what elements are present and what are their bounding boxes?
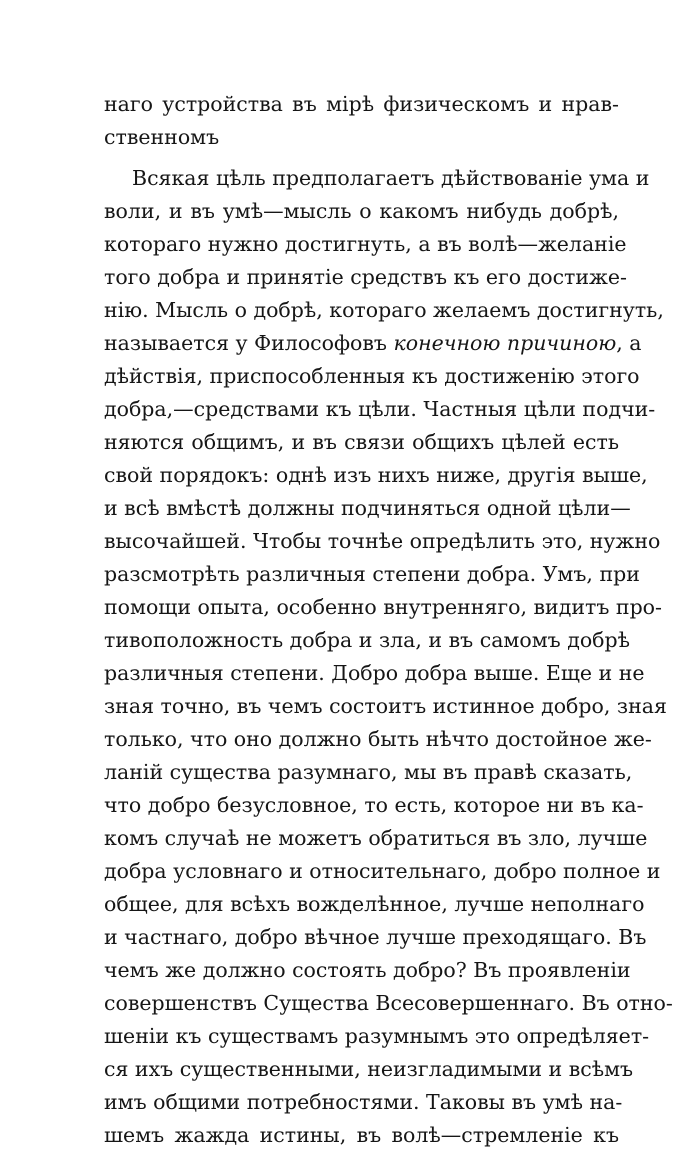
text-segment: , а bbox=[616, 331, 642, 355]
text-line: комъ случаѣ не можетъ обратиться въ зло, лучше bbox=[104, 826, 648, 850]
italic-term: конечною причиною bbox=[393, 331, 617, 355]
text-line: и частнаго, добро вѣчное лучше преходящаго. Въ bbox=[104, 925, 647, 949]
text-line: что добро безусловное, то есть, которое ни въ ка- bbox=[104, 793, 644, 817]
body-text bbox=[104, 88, 673, 1152]
text-line: ственномъ bbox=[104, 125, 220, 149]
text-line: того добра и принятіе средствъ къ его достиже- bbox=[104, 265, 627, 289]
text-line: нію. Мысль о добрѣ, котораго желаемъ достигнуть, bbox=[104, 298, 664, 322]
text-line: ся ихъ существенными, неизгладимыми и всѣмъ bbox=[104, 1057, 634, 1081]
text-line: дѣйствія, приспособленныя къ достиженію этого bbox=[104, 364, 640, 388]
text-line: тивоположность добра и зла, и въ самомъ добрѣ bbox=[104, 628, 630, 652]
text-line: добра,—средствами къ цѣли. Частныя цѣли подчи- bbox=[104, 397, 656, 421]
text-line: чемъ же должно состоять добро? Въ проявленіи bbox=[104, 958, 631, 982]
text-line-with-italic bbox=[104, 327, 642, 360]
text-line: совершенствъ Существа Всесовершеннаго. Въ отно- bbox=[104, 991, 673, 1015]
text-line: воли, и въ умѣ—мысль о какомъ нибудь добрѣ, bbox=[104, 199, 619, 223]
text-line: няются общимъ, и въ связи общихъ цѣлей есть bbox=[104, 430, 619, 454]
text-line: наго устройства въ мірѣ физическомъ и нрав- bbox=[104, 92, 619, 116]
text-line: котораго нужно достигнуть, а въ волѣ—желаніе bbox=[104, 232, 627, 256]
text-line: добра условнаго и относительнаго, добро полное и bbox=[104, 859, 661, 883]
text-line: имъ общими потребностями. Таковы въ умѣ на- bbox=[104, 1090, 623, 1114]
text-line: и всѣ вмѣстѣ должны подчиняться одной цѣли— bbox=[104, 496, 631, 520]
text-line: общее, для всѣхъ вожделѣнное, лучше неполнаго bbox=[104, 892, 645, 916]
text-line: свой порядокъ: однѣ изъ нихъ ниже, другія выше, bbox=[104, 463, 648, 487]
text-line: зная точно, въ чемъ состоитъ истинное добро, зная bbox=[104, 694, 667, 718]
text-segment: называется у Философовъ bbox=[104, 331, 387, 355]
text-line: различныя степени. Добро добра выше. Еще и не bbox=[104, 661, 645, 685]
text-line: ланій существа разумнаго, мы въ правѣ сказать, bbox=[104, 760, 633, 784]
paragraph-first-line: Всякая цѣль предполагаетъ дѣйствованіе ума и bbox=[132, 166, 650, 190]
text-line: высочайшей. Чтобы точнѣе опредѣлить это, нужно bbox=[104, 529, 661, 553]
text-line: разсмотрѣть различныя степени добра. Умъ, при bbox=[104, 562, 640, 586]
text-line: только, что оно должно быть нѣчто достойное же- bbox=[104, 727, 652, 751]
text-line: шемъ жажда истины, въ волѣ—стремленіе къ bbox=[104, 1123, 619, 1147]
text-line: шеніи къ существамъ разумнымъ это опредѣляет- bbox=[104, 1024, 650, 1048]
text-line: помощи опыта, особенно внутренняго, видитъ про- bbox=[104, 595, 662, 619]
